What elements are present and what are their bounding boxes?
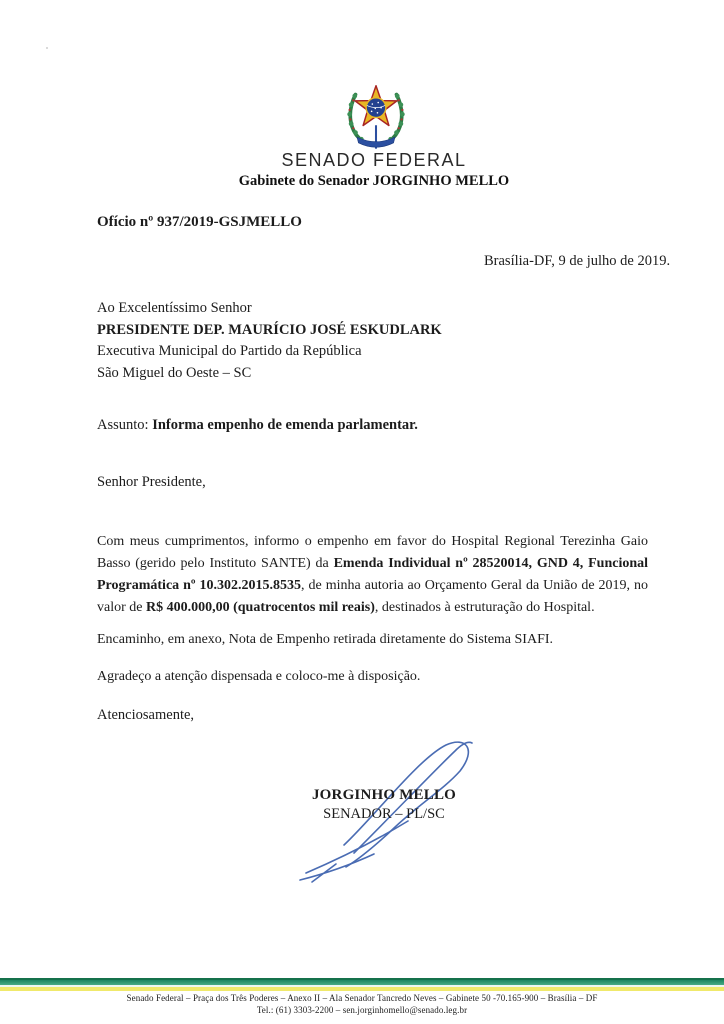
addressee-salutation: Ao Excelentíssimo Senhor xyxy=(97,300,252,316)
p1-text3: , destinados à estruturação do Hospital. xyxy=(374,600,595,615)
subject-text: Informa empenho de emenda parlamentar. xyxy=(152,417,418,433)
p1-text2: , de minha autoria ao Orçamento Geral da União de 2019, no valor de xyxy=(97,578,649,615)
p1-text: Com meus cumprimentos, informo o empenho em favor do Hospital Regional Terezinha Gaio Basso (gerido pelo Instituto SANTE) da xyxy=(97,534,648,571)
footer xyxy=(0,993,724,1016)
org-name: SENADO FEDERAL xyxy=(281,150,467,170)
signatory-name: JORGINHO MELLO xyxy=(311,787,457,803)
reference-number: Ofício nº 937/2019-GSJMELLO xyxy=(97,214,302,230)
footer-stripe-bar xyxy=(0,978,724,991)
addressee-block xyxy=(97,298,442,384)
p1-emphasis-budget-code: Emenda Individual nº 28520014, GND 4, Funcional Programática nº 10.302.2015.8535 xyxy=(97,556,649,593)
closing: Atenciosamente, xyxy=(97,707,195,723)
brazil-coat-of-arms-icon xyxy=(334,74,418,156)
body-paragraph-2: Encaminho, em anexo, Nota de Empenho retirada diretamente do Sistema SIAFI. xyxy=(97,632,554,647)
scan-artifact-dot xyxy=(46,47,48,49)
footer-contact: Tel.: (61) 3303-2200 – sen.jorginhomello@senado.leg.br xyxy=(256,1004,468,1015)
addressee-city: São Miguel do Oeste – SC xyxy=(97,364,252,381)
subject-line xyxy=(97,417,418,434)
addressee-org: Executiva Municipal do Partido da República xyxy=(97,343,362,359)
stripe-yellow xyxy=(0,987,724,991)
signatory-title: SENADOR – PL/SC xyxy=(323,806,445,822)
greeting: Senhor Presidente, xyxy=(97,474,206,490)
body-paragraph-1 xyxy=(97,531,648,619)
addressee-name: PRESIDENTE DEP. MAURÍCIO JOSÉ ESKUDLARK xyxy=(97,321,442,338)
subject-label: Assunto: xyxy=(97,417,153,433)
footer-address: Senado Federal – Praça dos Três Poderes – Anexo II – Ala Senador Tancredo Neves – Gabinete 50 -70.165-900 – Brasília – DF xyxy=(126,993,598,1003)
dateline: Brasília-DF, 9 de julho de 2019. xyxy=(484,253,671,269)
signature-block xyxy=(22,786,724,824)
body-paragraph-3: Agradeço a atenção dispensada e coloco-me à disposição. xyxy=(97,669,421,684)
office-name: Gabinete do Senador JORGINHO MELLO xyxy=(238,173,510,189)
p1-emphasis-amount: R$ 400.000,00 (quatrocentos mil reais) xyxy=(145,600,375,615)
